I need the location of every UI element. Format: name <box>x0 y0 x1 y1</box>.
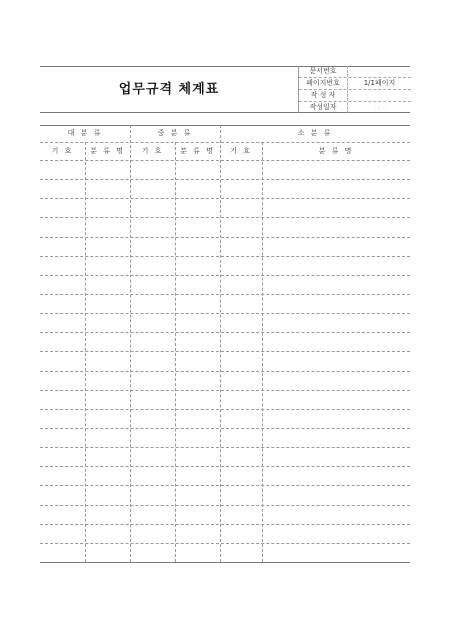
column-divider <box>262 142 263 562</box>
group-divider <box>130 125 131 562</box>
info-label: 문서번호 <box>299 66 348 77</box>
info-row-page-number <box>299 78 411 90</box>
row-divider <box>40 371 410 372</box>
column-header: 분 류 명 <box>318 147 354 155</box>
group-header-middle: 중 분 류 <box>157 129 193 137</box>
row-divider <box>40 237 410 238</box>
column-header: 기 호 <box>51 147 74 155</box>
row-divider <box>40 505 410 506</box>
column-header: 분 류 명 <box>180 147 215 155</box>
row-divider <box>40 466 410 467</box>
group-divider <box>220 125 221 562</box>
row-divider <box>40 160 410 161</box>
document-header <box>40 66 410 113</box>
column-header: 기 호 <box>141 147 164 155</box>
row-divider <box>40 485 410 486</box>
info-label: 작성일자 <box>299 102 348 113</box>
column-divider <box>85 142 86 562</box>
row-divider <box>40 524 410 525</box>
info-value: 1/1페이지 <box>363 79 396 87</box>
document-title: 업무규격 체계표 <box>118 82 220 97</box>
group-header-major: 대 분 류 <box>67 129 103 137</box>
document-info-box <box>298 66 411 113</box>
row-divider <box>40 275 410 276</box>
info-row-author <box>299 90 411 102</box>
row-divider <box>40 142 410 143</box>
row-divider <box>40 179 410 180</box>
column-header: 분 류 명 <box>90 147 125 155</box>
row-divider <box>40 428 410 429</box>
column-divider <box>175 142 176 562</box>
table-bottom-rule <box>40 562 410 563</box>
info-value <box>348 66 411 77</box>
row-divider <box>40 351 410 352</box>
row-divider <box>40 390 410 391</box>
column-header: 기 호 <box>230 147 252 155</box>
row-divider <box>40 447 410 448</box>
row-divider <box>40 198 410 199</box>
row-divider <box>40 294 410 295</box>
group-header-minor: 소 분 류 <box>297 129 333 137</box>
info-value: . . . <box>373 103 386 111</box>
row-divider <box>40 543 410 544</box>
info-label: 작 성 자 <box>299 90 348 101</box>
row-divider <box>40 409 410 410</box>
row-divider <box>40 332 410 333</box>
row-divider <box>40 313 410 314</box>
info-row-date <box>299 102 411 113</box>
classification-table <box>40 125 410 563</box>
info-label: 페이지번호 <box>299 78 348 89</box>
row-divider <box>40 217 410 218</box>
row-divider <box>40 256 410 257</box>
info-row-doc-number <box>299 66 411 78</box>
info-value <box>348 90 411 101</box>
